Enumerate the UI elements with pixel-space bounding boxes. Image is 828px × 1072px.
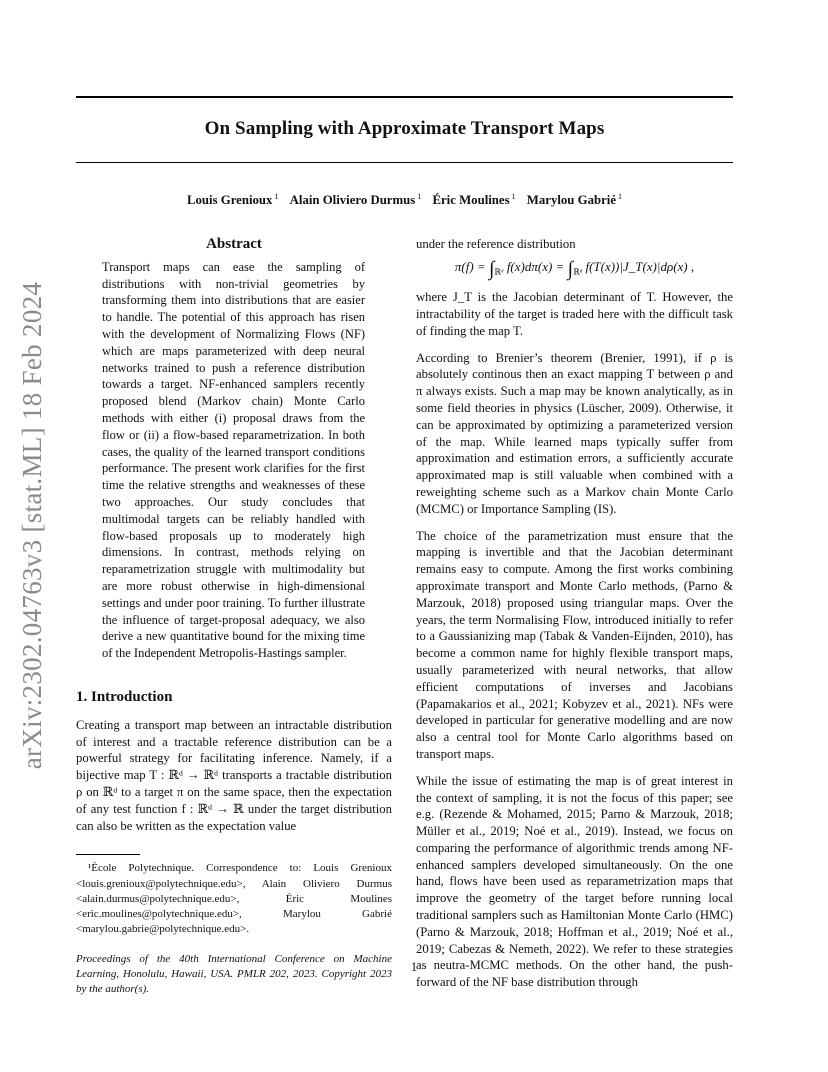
section-heading-introduction: 1. Introduction [76, 688, 173, 705]
integral-domain: ℝᵈ [494, 267, 504, 277]
author-affiliation: 1 [618, 192, 623, 201]
footnote-affiliations: ¹École Polytechnique. Correspondence to: Louis Grenioux <louis.grenioux@polytechnique.edu>, Alain Oliviero Durmus <alain.durmus@polytechnique.edu>, Éric Moulines <eric.moulines@polytechnique.edu>, Marylou Gabrié <marylou.gabrie@polytechnique.edu>. [76, 862, 392, 936]
proceedings-text: Proceedings of the 40th International Conference on Machine Learning, Honolulu, Hawaii, USA. PMLR 202, 2023. Copyright 2023 by the author(s). [76, 952, 392, 996]
body-paragraph: According to Brenier’s theorem (Brenier, 1991), if ρ is absolutely continous then an exact mapping T between ρ and π always exists. Such a map may be known analytically, as in some field theories in physics (Lüscher, 2009). Otherwise, it can be approximated by optimizing a parameterized version of the map. While learned maps typically suffer from approximation and estimation errors, a sufficiently accurate approximated map is still valuable when combined with a reweighting scheme such as a Markov chain Monte Carlo (MCMC) or Importance Sampling (IS). [416, 350, 733, 516]
author-affiliation: 1 [274, 192, 279, 201]
right-column [416, 236, 733, 991]
title-bottom-rule [76, 162, 733, 163]
equation-lhs: π(f) = [454, 258, 489, 274]
author [187, 193, 278, 207]
transport-equation [416, 259, 733, 281]
title-top-rule [76, 96, 733, 98]
author-name: Louis Grenioux [186, 193, 273, 208]
body-paragraph: The choice of the parametrization must ensure that the mapping is invertible and that the Jacobian determinant remains easy to compute. Among the first works combining approximate transport and Monte Carlo methods, (Parno & Marzouk, 2018) proposed using triangular maps. Over the years, the term Normalising Flow, introduced initially to refer to a Gaussianizing map (Tabak & Vanden-Eijnden, 2010), has become a common name for highly flexible transport maps, usually parameterized with neural networks, that allow efficient computations of inverses and Jacobians (Papamakarios et al., 2021; Kobyzev et al., 2021). NFs were developed in particular for generative modelling and are now also a central tool for Monte Carlo algorithms based on transport maps. [416, 528, 733, 761]
author [432, 193, 515, 207]
author [527, 193, 622, 207]
equation-middle: f(x)dπ(x) = [503, 258, 568, 274]
author-name: Marylou Gabrié [526, 193, 617, 208]
body-paragraph: While the issue of estimating the map is of great interest in the context of sampling, it is not the focus of this paper; see e.g. (Rezende & Mohamed, 2015; Parno & Marzouk, 2018; Müller et al., 2019; Noé et al., 2019). Instead, we focus on comparing the performance of algorithmic trends among NF-enhanced samplers developed simultaneously. On the one hand, flows have been used as reparametrization maps that improve the geometry of the target before running local traditional samplers such as Hamiltonian Monte Carlo (HMC) (Parno & Marzouk, 2018; Hoffman et al., 2019; Noé et al., 2019; Cabezas & Nemeth, 2022). We refer to these strategies as neutra-MCMC methods. On the other hand, the push-forward of the NF base distribution through [416, 773, 733, 990]
left-column [76, 236, 392, 998]
author [290, 193, 422, 207]
arxiv-stamp-text: arXiv:2302.04763v3 [stat.ML] 18 Feb 2024 [17, 281, 48, 769]
footnote-rule [76, 854, 140, 855]
author-name: Alain Oliviero Durmus [289, 193, 416, 208]
integral-domain: ℝᵈ [573, 267, 583, 277]
paper-title: On Sampling with Approximate Transport Maps [204, 118, 605, 139]
abstract-heading: Abstract [206, 236, 262, 252]
integral-sign: ∫ [488, 257, 495, 280]
arxiv-stamp [4, 270, 62, 780]
author-list [76, 192, 733, 208]
page-number: 1 [410, 960, 418, 974]
abstract-text: Transport maps can ease the sampling of distributions with non-trivial geometries by transforming them into distributions that are easier to handle. The potential of this approach has risen with the development of Normalizing Flows (NF) which are maps parameterized with deep neural networks trained to push a reference distribution towards a target. NF-enhanced samplers recently proposed blend (Markov chain) Monte Carlo methods with either (i) proposal draws from the flow or (ii) a flow-based reparametrization. In both cases, the quality of the learned transport conditions performance. The present work clarifies for the first time the relative strengths and weaknesses of these two approaches. Our study concludes that multimodal targets can be reliably handled with flow-based proposals up to moderately high dimensions. In contrast, methods relying on reparametrization struggle with multimodality but are more robust otherwise in high-dimensional settings and under poor training. To further illustrate the influence of target-proposal adequacy, we also derive a new quantitative bound for the mixing time of the Independent Metropolis-Hastings sampler. [102, 259, 365, 661]
equation-rhs: f(T(x))|J_T(x)|dρ(x) , [582, 258, 695, 274]
author-affiliation: 1 [511, 192, 516, 201]
intro-paragraph: Creating a transport map between an intractable distribution of interest and a tractable reference distribution can be a powerful strategy for facilitating inference. Namely, if a bijective map T : ℝᵈ → ℝᵈ transports a tractable distribution ρ on ℝᵈ to a target π on the same space, then the expectation of any test function f : ℝᵈ → ℝ under the target distribution can also be written as the expectation value [76, 717, 392, 833]
body-paragraph: under the reference distribution [416, 237, 576, 251]
body-paragraph: where J_T is the Jacobian determinant of T. However, the intractability of the target is traded here with the difficult task of finding the map T. [416, 290, 733, 338]
integral-sign: ∫ [567, 257, 574, 280]
author-affiliation: 1 [417, 192, 422, 201]
author-name: Éric Moulines [432, 193, 510, 208]
